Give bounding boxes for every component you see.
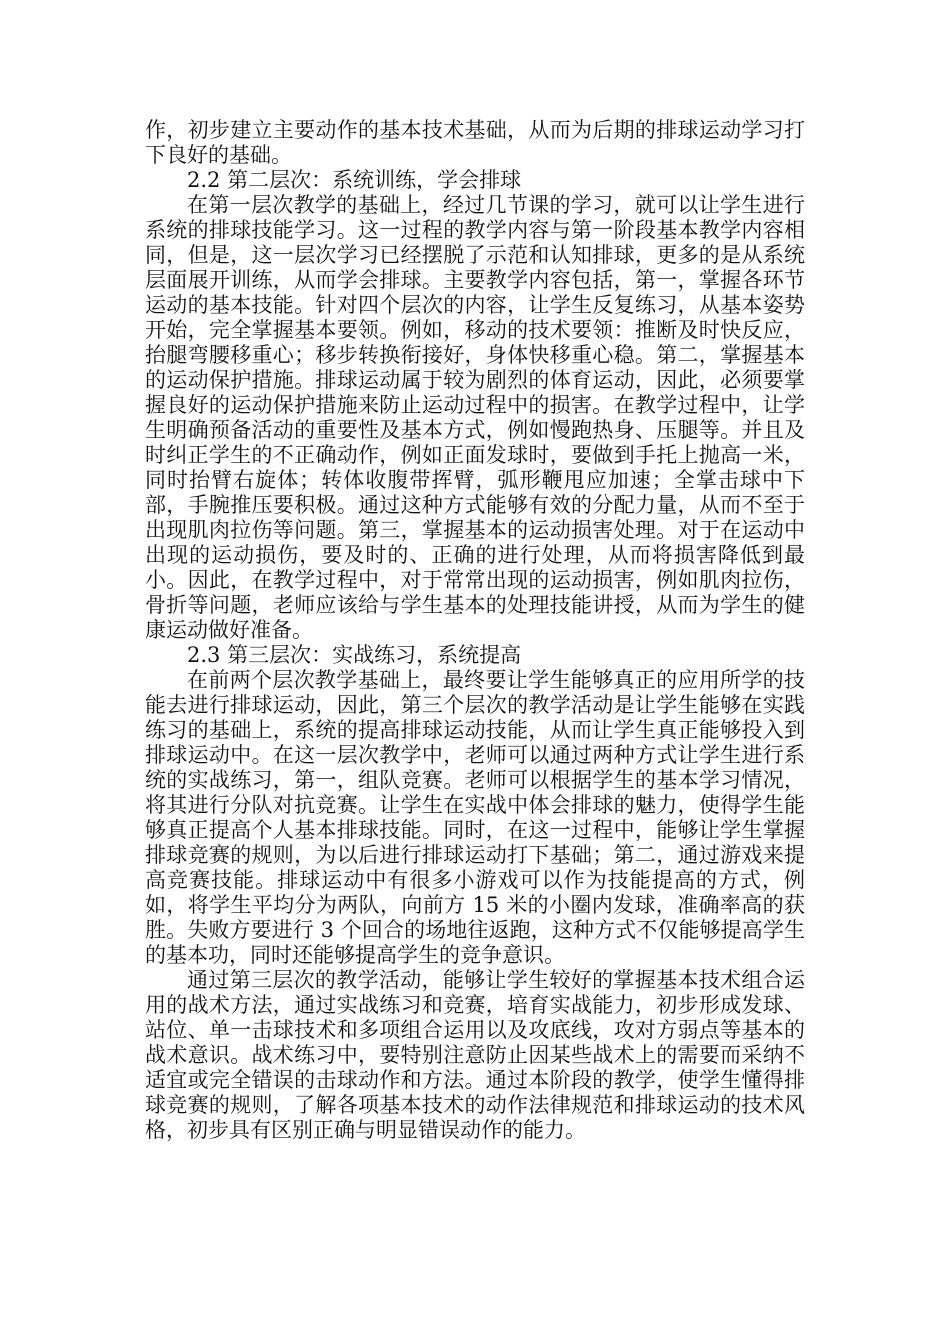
document-page bbox=[145, 118, 805, 1143]
paragraph-continuation: 作，初步建立主要动作的基本技术基础，从而为后期的排球运动学习打下良好的基础。 bbox=[145, 118, 805, 167]
paragraph-section-2-3-summary: 通过第三层次的教学活动，能够让学生较好的掌握基本技术组合运用的战术方法，通过实战练习和竞赛，培育实战能力，初步形成发球、站位、单一击球技术和多项组合运用以及攻底线，攻对方弱点等基本的战术意识。战术练习中，要特别注意防止因某些战术上的需要而采纳不适宜或完全错误的击球动作和方法。通过本阶段的教学，使学生懂得排球竞赛的规则，了解各项基本技术的动作法律规范和排球运动的技术风格，初步具有区别正确与明显错误动作的能力。 bbox=[145, 968, 805, 1142]
paragraph-section-2-3: 在前两个层次教学基础上，最终要让学生能够真正的应用所学的技能去进行排球运动，因此，第三个层次的教学活动是让学生能够在实践练习的基础上，系统的提高排球运动技能，从而让学生真正能够投入到排球运动中。在这一层次教学中，老师可以通过两种方式让学生进行系统的实战练习，第一，组队竞赛。老师可以根据学生的基本学习情况，将其进行分队对抗竞赛。让学生在实战中体会排球的魅力，使得学生能够真正提高个人基本排球技能。同时，在这一过程中，能够让学生掌握排球竞赛的规则，为以后进行排球运动打下基础；第二，通过游戏来提高竞赛技能。排球运动中有很多小游戏可以作为技能提高的方式，例如，将学生平均分为两队，向前方 15 米的小圈内发球，准确率高的获胜。失败方要进行 3 个回合的场地往返跑，这种方式不仅能够提高学生的基本功，同时还能够提高学生的竞争意识。 bbox=[145, 668, 805, 967]
paragraph-section-2-2: 在第一层次教学的基础上，经过几节课的学习，就可以让学生进行系统的排球技能学习。这一过程的教学内容与第一阶段基本教学内容相同，但是，这一层次学习已经摆脱了示范和认知排球，更多的是从系统层面展开训练，从而学会排球。主要教学内容包括，第一，掌握各环节运动的基本技能。针对四个层次的内容，让学生反复练习，从基本姿势开始，完全掌握基本要领。例如，移动的技术要领：推断及时快反应，抬腿弯腰移重心；移步转换衔接好，身体快移重心稳。第二，掌握基本的运动保护措施。排球运动属于较为剧烈的体育运动，因此，必须要掌握良好的运动保护措施来防止运动过程中的损害。在教学过程中，让学生明确预备活动的重要性及基本方式，例如慢跑热身、压腿等。并且及时纠正学生的不正确动作，例如正面发球时，要做到手托上抛高一米，同时抬臂右旋体；转体收腹带挥臂，弧形鞭甩应加速；全掌击球中下部，手腕推压要积极。通过这种方式能够有效的分配力量，从而不至于出现肌肉拉伤等问题。第三，掌握基本的运动损害处理。对于在运动中出现的运动损伤，要及时的、正确的进行处理，从而将损害降低到最小。因此，在教学过程中，对于常常出现的运动损害，例如肌肉拉伤，骨折等问题，老师应该给与学生基本的处理技能讲授，从而为学生的健康运动做好准备。 bbox=[145, 193, 805, 642]
section-heading-2-3: 2.3 第三层次：实战练习，系统提高 bbox=[187, 643, 522, 667]
section-heading-2-2: 2.2 第二层次：系统训练，学会排球 bbox=[187, 168, 522, 192]
